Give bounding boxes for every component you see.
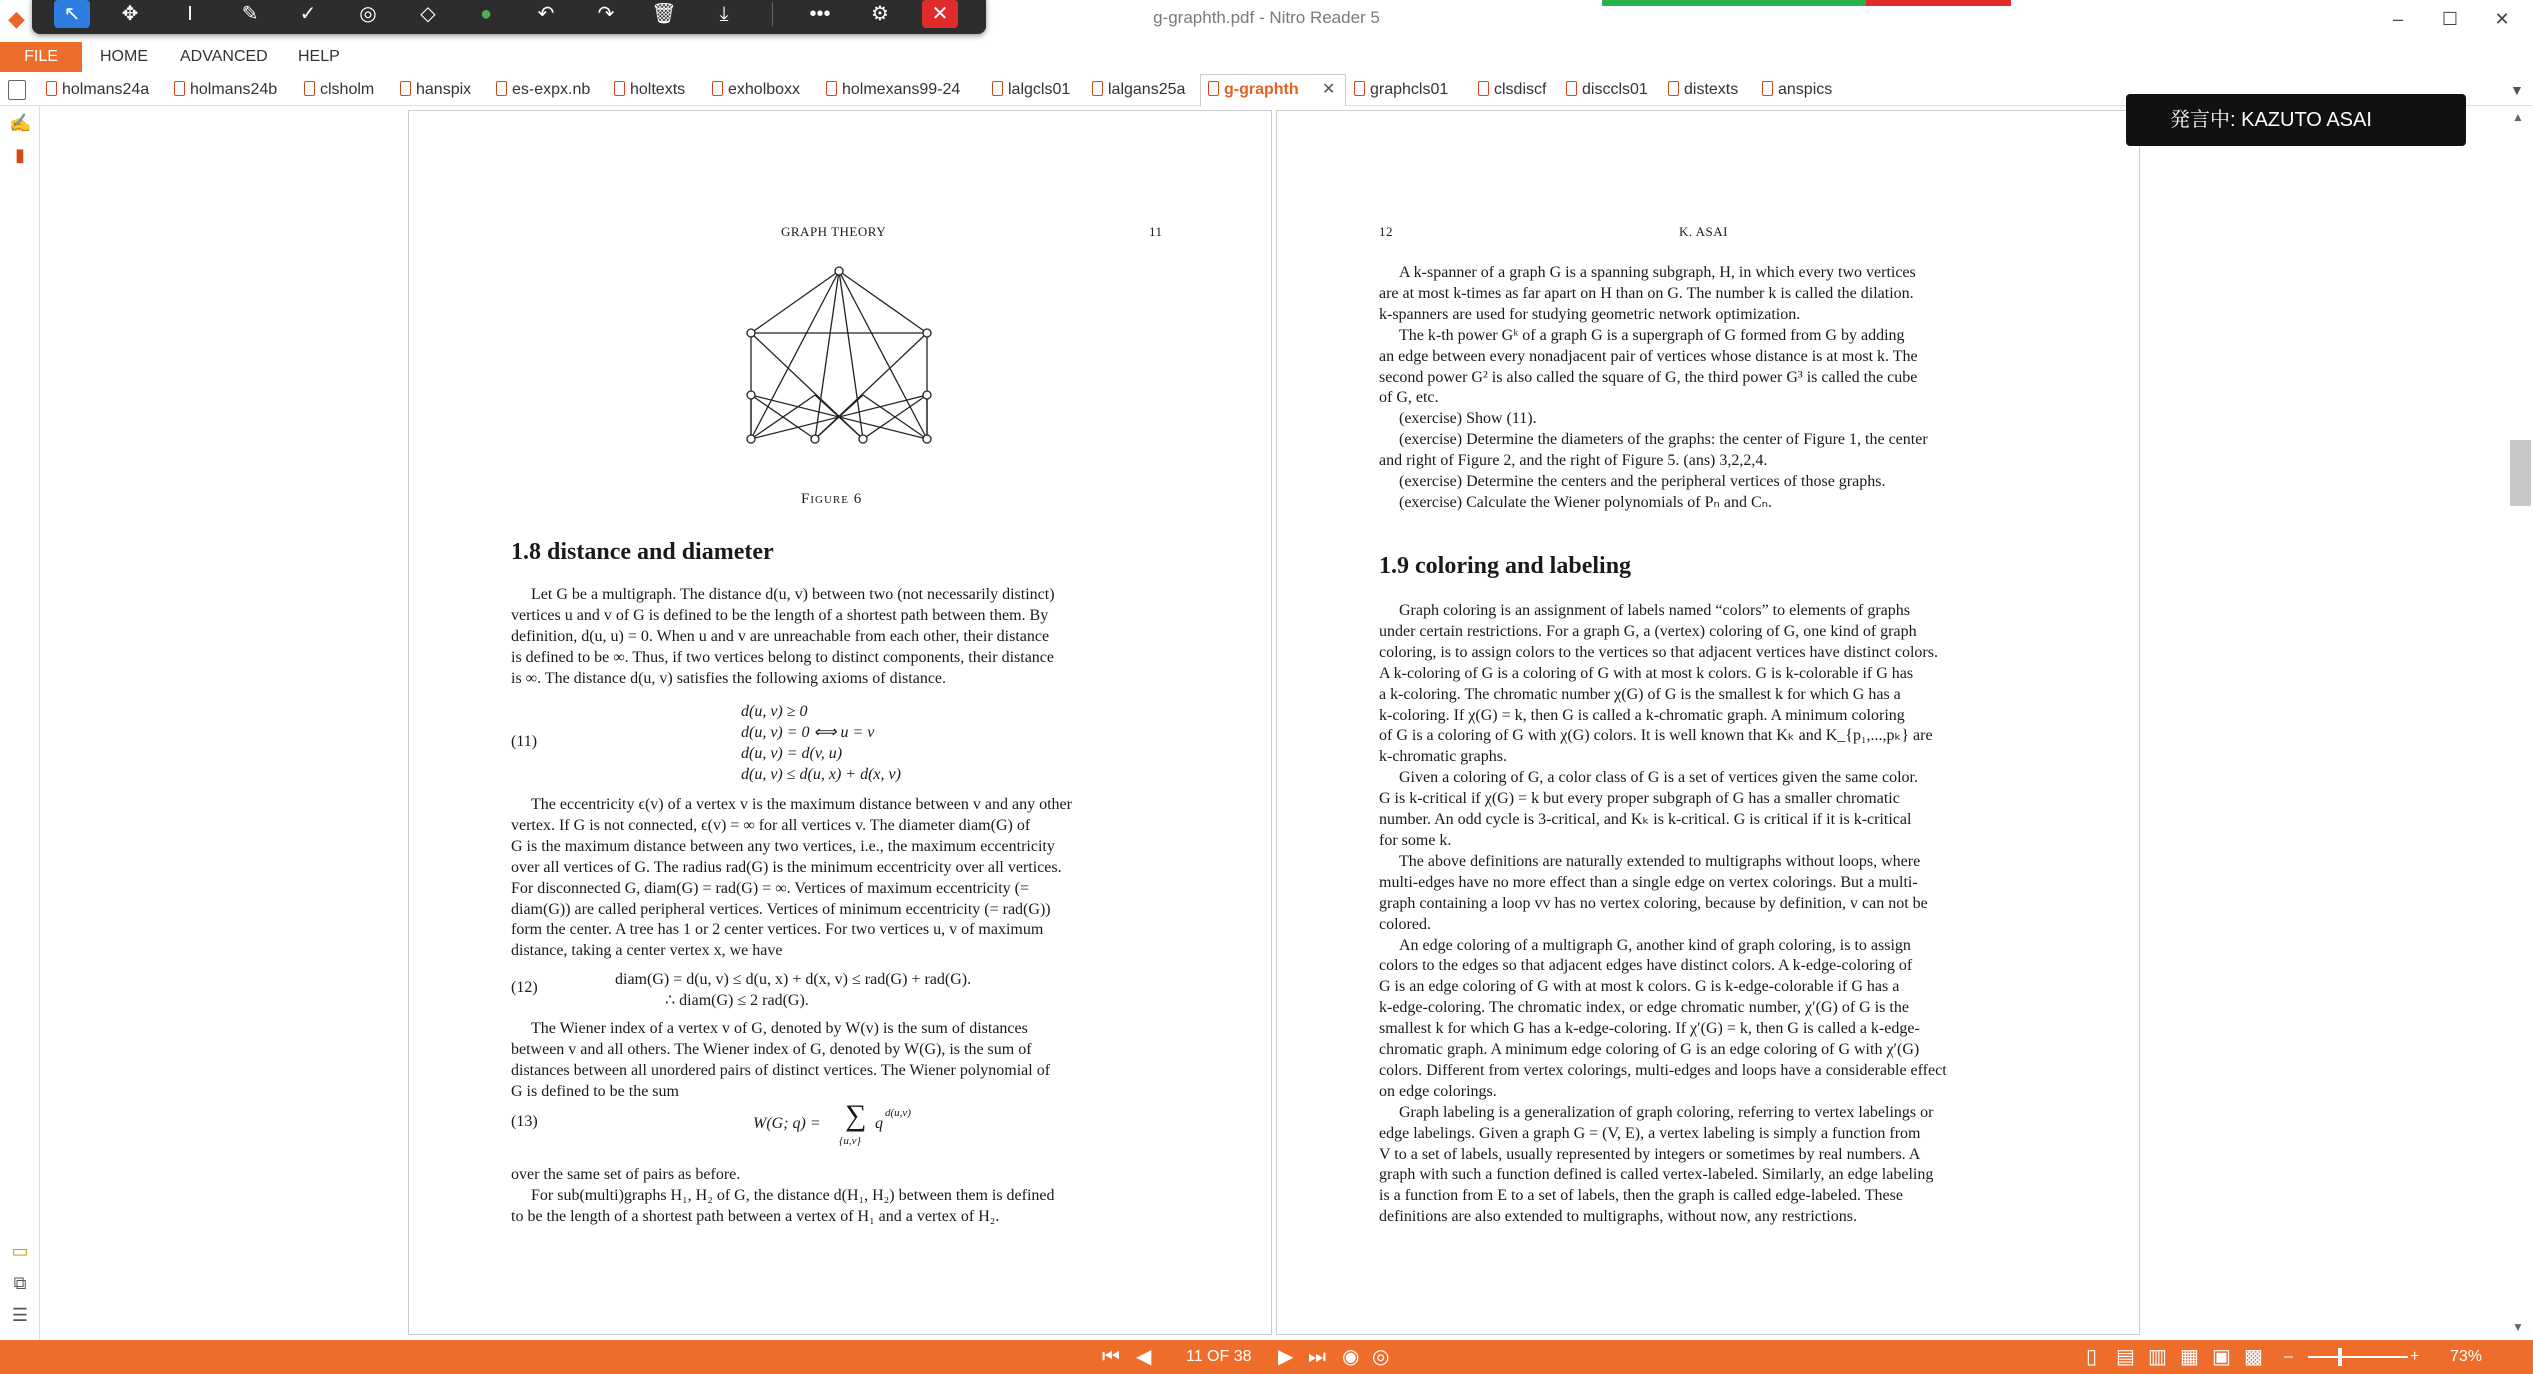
tab-holmans24a[interactable]	[46, 78, 149, 102]
tab-disccls01[interactable]	[1566, 78, 1648, 102]
tab-overflow-chevron-icon[interactable]: ▼	[2510, 82, 2524, 98]
text-line: for some k.	[1379, 831, 1452, 849]
pdf-file-icon	[1208, 81, 1219, 96]
meeting-indicator-red	[1866, 0, 2011, 6]
tab-label: disccls01	[1582, 81, 1648, 98]
tab-label: g-graphth	[1224, 81, 1299, 98]
reading-mode-icon[interactable]: ▩	[2244, 1346, 2263, 1368]
pdf-file-icon	[992, 81, 1003, 96]
text-line: of G is a coloring of G with χ(G) colors. It is well known that Kₖ and K_{p₁,...,pₖ} are	[1379, 727, 1933, 745]
toolbar-separator	[772, 2, 773, 26]
text-line: An edge coloring of a multigraph G, another kind of graph coloring, is to assign	[1399, 936, 1911, 954]
facing-view-icon[interactable]: ▥	[2148, 1346, 2167, 1368]
pdf-page-11	[408, 110, 1272, 1335]
vertical-scrollbar[interactable]	[2508, 106, 2533, 1340]
pdf-file-icon	[826, 81, 837, 96]
pdf-file-icon	[1566, 81, 1577, 96]
text-line: The eccentricity ϵ(v) of a vertex v is the maximum distance between v and any other	[531, 796, 1072, 813]
text-line: A k-spanner of a graph G is a spanning subgraph, H, in which every two vertices	[1399, 264, 1916, 281]
text-line: Graph labeling is a generalization of graph coloring, referring to vertex labelings or	[1399, 1103, 1934, 1121]
continuous-view-icon[interactable]: ▤	[2116, 1346, 2135, 1368]
text-line: to be the length of a shortest path between a vertex of H₁ and a vertex of H₂.	[511, 1207, 1000, 1225]
maximize-icon[interactable]: ☐	[2441, 9, 2459, 29]
pdf-page-12	[1276, 110, 2140, 1335]
color-picker-icon[interactable]: ●	[479, 3, 493, 25]
text-line: (exercise) Determine the centers and the peripheral vertices of those graphs.	[1399, 473, 1886, 491]
pdf-file-icon	[1354, 81, 1365, 96]
paragraph-wiener	[511, 1019, 1171, 1103]
scrollbar-thumb[interactable]	[2510, 440, 2531, 506]
trash-icon[interactable]: 🗑	[651, 3, 677, 25]
text-line: between v and all others. The Wiener index of G, denoted by W(G), is the sum of	[511, 1040, 1032, 1058]
pdf-file-icon	[496, 81, 507, 96]
text-line: The k-th power Gᵏ of a graph G is a supergraph of G formed from G by adding	[1399, 326, 1905, 344]
tab-holmans24b[interactable]	[174, 78, 277, 102]
text-line: graph with such a function defined is called vertex-labeled. Similarly, an edge labeling	[1379, 1166, 1934, 1184]
tab-label: clsholm	[320, 81, 375, 98]
tab-holtexts[interactable]	[614, 78, 685, 102]
tab-lalgcls01[interactable]	[992, 78, 1070, 102]
page-number: 11	[1149, 224, 1163, 239]
user-settings-icon[interactable]: ⚙	[871, 3, 889, 25]
eq-line: diam(G) = d(u, v) ≤ d(u, x) + d(x, v) ≤ rad(G) + rad(G).	[615, 971, 972, 988]
text-line: The Wiener index of a vertex v of G, denoted by W(v) is the sum of distances	[531, 1020, 1028, 1037]
tab-label: distexts	[1684, 81, 1739, 98]
page-indicator[interactable]: 11 OF 38	[1186, 1348, 1252, 1365]
text-line: is ∞. The distance d(u, v) satisfies the following axioms of distance.	[511, 669, 947, 687]
text-line: colors. Different from vertex colorings, multi-edges and loops have a considerable effect	[1379, 1061, 1947, 1079]
annotation-toolbar	[32, 0, 986, 34]
text-line: on edge colorings.	[1379, 1082, 1497, 1100]
page-panel-icon[interactable]	[8, 80, 26, 100]
section-heading: 1.9 coloring and labeling	[1379, 553, 1632, 579]
full-screen-icon[interactable]: ▣	[2212, 1346, 2231, 1368]
close-window-icon[interactable]: ✕	[2494, 9, 2510, 29]
paragraph-eccentricity	[511, 795, 1171, 962]
zoom-out-icon[interactable]: –	[2284, 1348, 2293, 1365]
move-tool-icon[interactable]: ✥	[121, 3, 139, 25]
tab-holmexans99-24[interactable]	[826, 78, 960, 102]
menu-advanced[interactable]: ADVANCED	[180, 48, 268, 65]
tab-label: lalgcls01	[1008, 81, 1071, 98]
tab-label: holmexans99-24	[842, 81, 961, 98]
pdf-file-icon	[304, 81, 315, 96]
text-line: is defined to be ∞. Thus, if two vertices belong to distinct components, their distance	[511, 648, 1054, 666]
text-line: G is the maximum distance between any two vertices, i.e., the maximum eccentricity	[511, 837, 1055, 855]
equation-13-term: q	[875, 1115, 883, 1132]
text-line: (exercise) Determine the diameters of the graphs: the center of Figure 1, the center	[1399, 431, 1928, 449]
text-line: A k-coloring of G is a coloring of G with at most k colors. G is k-colorable if G has	[1379, 664, 1914, 682]
eq-line: d(u, v) = d(v, u)	[741, 745, 843, 762]
tab-label: anspics	[1778, 81, 1833, 98]
pdf-file-icon	[1092, 81, 1103, 96]
layers-panel-icon[interactable]: ☰	[11, 1305, 29, 1325]
checkmark-icon[interactable]: ✓	[299, 3, 317, 25]
more-icon[interactable]: •••	[809, 3, 831, 25]
pdf-file-icon	[1762, 81, 1773, 96]
equation-13-lhs: W(G; q) =	[753, 1115, 821, 1132]
text-line: over the same set of pairs as before.	[511, 1166, 741, 1183]
figure-caption: Figure 6	[801, 491, 863, 507]
download-icon[interactable]: ⤓	[719, 3, 729, 25]
text-line: form the center. A tree has 1 or 2 center vertices. For two vertices u, v of maximum	[511, 921, 1044, 939]
page-number: 12	[1379, 224, 1393, 239]
menu-file[interactable]: FILE	[0, 42, 82, 72]
text-line: distance, taking a center vertex x, we have	[511, 942, 783, 960]
text-line: is a function from E to a set of labels, then the graph is called edge-labeled. These	[1379, 1187, 1903, 1205]
text-line: smallest k for which G has a k-edge-coloring. If χ′(G) = k, then G is called a k-edge-	[1379, 1020, 1920, 1038]
pdf-file-icon	[46, 81, 57, 96]
bookmark-panel-icon[interactable]: ▮	[15, 145, 25, 165]
tab-graphcls01[interactable]	[1354, 78, 1448, 102]
speaking-indicator: 発言中: KAZUTO ASAI	[2126, 94, 2466, 146]
facing-continuous-view-icon[interactable]: ▦	[2180, 1346, 2199, 1368]
pdf-file-icon	[1478, 81, 1489, 96]
text-line: of G, etc.	[1379, 389, 1439, 407]
section-heading: 1.8 distance and diameter	[511, 539, 774, 565]
next-page-icon[interactable]: ▶	[1278, 1346, 1294, 1368]
text-line: For disconnected G, diam(G) = rad(G) = ∞. Vertices of maximum eccentricity (=	[511, 879, 1030, 897]
signature-panel-icon[interactable]: ✍	[9, 113, 32, 133]
previous-page-icon[interactable]: ◀	[1136, 1346, 1152, 1368]
pdf-file-icon	[1668, 81, 1679, 96]
equation-number: (11)	[511, 733, 538, 750]
running-head: GRAPH THEORY	[781, 224, 887, 239]
text-line: and right of Figure 2, and the right of Figure 5. (ans) 3,2,2,4.	[1379, 452, 1768, 470]
paragraph-subgraph	[511, 1165, 1171, 1228]
text-line: over all vertices of G. The radius rad(G) is the minimum eccentricity over all vertices.	[511, 858, 1062, 876]
eq-line: d(u, v) ≥ 0	[741, 703, 808, 720]
pdf-file-icon	[400, 81, 411, 96]
eq-line: ∴ diam(G) ≤ 2 rad(G).	[665, 992, 809, 1009]
attachments-panel-icon[interactable]: ⧉	[13, 1273, 27, 1293]
text-line: a k-coloring. The chromatic number χ(G) of G is the smallest k for which G has a	[1379, 685, 1901, 703]
tab-label: exholboxx	[728, 81, 801, 98]
text-line: are at most k-times as far apart on H than on G. The number k is called the dilation.	[1379, 284, 1914, 302]
minimize-icon[interactable]: –	[2392, 9, 2403, 29]
tab-label: clsdiscf	[1494, 81, 1547, 98]
paragraph-spanner	[1379, 263, 2039, 514]
back-view-icon[interactable]: ◉	[1342, 1346, 1360, 1368]
text-line: vertices u and v of G is defined to be the length of a shortest path between them. By	[511, 606, 1049, 624]
text-line: k-coloring. If χ(G) = k, then G is called a k-chromatic graph. A minimum coloring	[1379, 706, 1905, 724]
text-line: k-spanners are used for studying geometric network optimization.	[1379, 305, 1801, 323]
equation-number: (13)	[511, 1113, 538, 1130]
text-line: Given a coloring of G, a color class of G is a set of vertices given the same color.	[1399, 769, 1918, 787]
pdf-file-icon	[712, 81, 723, 96]
undo-icon[interactable]: ↶	[537, 3, 555, 25]
text-line: diam(G)) are called peripheral vertices. Vertices of minimum eccentricity (= rad(G))	[511, 900, 1051, 918]
tab-label: lalgans25a	[1108, 81, 1186, 98]
text-line: Let G be a multigraph. The distance d(u, v) between two (not necessarily distinct)	[531, 586, 1055, 603]
text-line: coloring, is to assign colors to the vertices so that adjacent vertices have distinct colors.	[1379, 643, 1938, 661]
sum-symbol: ∑	[845, 1099, 867, 1132]
tab-es-expx[interactable]	[496, 78, 590, 102]
last-page-icon[interactable]: ⏭	[1308, 1346, 1326, 1368]
tab-label: holtexts	[630, 81, 686, 98]
text-line: For sub(multi)graphs H₁, H₂ of G, the distance d(H₁, H₂) between them is defined	[531, 1186, 1055, 1204]
equation-13-exponent: d(u,v)	[885, 1107, 911, 1119]
text-line: k-chromatic graphs.	[1379, 748, 1507, 766]
text-line: number. An odd cycle is 3-critical, and Kₖ is k-critical. G is critical if it is k-critical	[1379, 811, 1912, 829]
equation-12	[615, 969, 971, 1011]
forward-view-icon[interactable]: ◎	[1372, 1346, 1390, 1368]
scroll-down-icon[interactable]: ▼	[2512, 1320, 2524, 1334]
figure-6-graph	[739, 261, 939, 461]
pdf-file-icon	[174, 81, 185, 96]
text-line: G is an edge coloring of G with at most k colors. G is k-edge-colorable if G has a	[1379, 978, 1900, 996]
zoom-in-icon[interactable]: +	[2410, 1348, 2420, 1365]
text-line: definitions are also extended to multigraphs, without now, any restrictions.	[1379, 1208, 1857, 1226]
eraser-icon[interactable]: ◇	[420, 3, 436, 25]
equation-11	[741, 701, 901, 785]
paragraph-distance	[511, 585, 1171, 690]
redo-icon[interactable]: ↷	[597, 3, 615, 25]
tab-label: graphcls01	[1370, 81, 1449, 98]
pdf-file-icon	[614, 81, 625, 96]
pen-icon[interactable]: ✎	[241, 3, 259, 25]
tab-anspics[interactable]	[1762, 78, 1832, 102]
text-line: The above definitions are naturally extended to multigraphs without loops, where	[1399, 852, 1921, 870]
tab-exholboxx[interactable]	[712, 78, 800, 102]
tab-clsdiscf[interactable]	[1478, 78, 1546, 102]
tab-label: holmans24a	[62, 81, 150, 98]
menu-help[interactable]: HELP	[298, 48, 340, 65]
tab-lalgans25a[interactable]	[1092, 78, 1185, 102]
zoom-level[interactable]: 73%	[2450, 1348, 2483, 1365]
text-line: multi-edges have no more effect than a single edge on vertex colorings. But a multi-	[1379, 873, 1918, 891]
tab-label: holmans24b	[190, 81, 278, 98]
equation-number: (12)	[511, 979, 538, 996]
tab-g-graphth[interactable]	[1208, 78, 1299, 102]
tab-distexts[interactable]	[1668, 78, 1738, 102]
text-line: graph containing a loop vv has no vertex coloring, because by definition, v can not be	[1379, 894, 1928, 912]
left-sidebar	[0, 106, 40, 1340]
tab-hanspix[interactable]	[400, 78, 471, 102]
eq-line: d(u, v) ≤ d(u, x) + d(x, v)	[741, 766, 901, 783]
menu-bar	[0, 42, 2533, 72]
text-line: vertex. If G is not connected, ϵ(v) = ∞ for all vertices v. The diameter diam(G) of	[511, 816, 1031, 834]
close-toolbar-icon[interactable]: ✕	[922, 0, 958, 28]
text-line: definition, d(u, u) = 0. When u and v are unreachable from each other, their distance	[511, 627, 1050, 645]
running-head: K. ASAI	[1679, 224, 1729, 239]
text-line: V to a set of labels, usually represented by integers or sometimes by real numbers. A	[1379, 1145, 1921, 1163]
scroll-up-icon[interactable]: ▲	[2512, 110, 2524, 124]
text-line: colored.	[1379, 915, 1431, 933]
comments-panel-icon[interactable]: ▭	[11, 1241, 29, 1261]
first-page-icon[interactable]: ⏮	[1102, 1346, 1120, 1368]
nitro-logo-icon: ◆	[8, 6, 25, 31]
select-tool-icon[interactable]: ↖	[54, 0, 90, 28]
close-tab-icon[interactable]: ✕	[1322, 81, 1336, 98]
window-title: g-graphth.pdf - Nitro Reader 5	[1153, 8, 1380, 27]
tab-clsholm[interactable]	[304, 78, 374, 102]
text-line: chromatic graph. A minimum edge coloring of G is an edge coloring of G with χ′(G)	[1379, 1041, 1920, 1059]
zoom-slider-track[interactable]	[2308, 1356, 2408, 1358]
menu-home[interactable]: HOME	[100, 48, 148, 65]
tab-label: hanspix	[416, 81, 472, 98]
single-page-view-icon[interactable]: ▯	[2086, 1346, 2098, 1368]
zoom-slider-handle[interactable]	[2338, 1348, 2342, 1366]
text-line: (exercise) Show (11).	[1399, 410, 1537, 428]
text-line: distances between all unordered pairs of distinct vertices. The Wiener polynomial of	[511, 1061, 1051, 1079]
text-line: G is defined to be the sum	[511, 1082, 679, 1100]
text-line: under certain restrictions. For a graph G, a (vertex) coloring of G, one kind of graph	[1379, 622, 1917, 640]
text-line: edge labelings. Given a graph G = (V, E), a vertex labeling is simply a function from	[1379, 1124, 1921, 1142]
tab-label: es-expx.nb	[512, 81, 591, 98]
stamp-icon[interactable]: ◎	[359, 3, 377, 25]
text-line: an edge between every nonadjacent pair of vertices whose distance is at most k. The	[1379, 347, 1918, 365]
text-line: colors to the edges so that adjacent edges have distinct colors. A k-edge-coloring of	[1379, 957, 1913, 975]
text-line: Graph coloring is an assignment of labels named “colors” to elements of graphs	[1399, 602, 1910, 619]
text-line: (exercise) Calculate the Wiener polynomials of Pₙ and Cₙ.	[1399, 493, 1773, 511]
text-line: k-edge-coloring. The chromatic index, or edge chromatic number, χ′(G) of G is the	[1379, 999, 1909, 1017]
text-line: G is k-critical if χ(G) = k but every proper subgraph of G has a smaller chromatic	[1379, 790, 1900, 808]
sum-subscript: {u,v}	[839, 1135, 861, 1147]
paragraph-coloring	[1379, 601, 2039, 1228]
eq-line: d(u, v) = 0 ⟺ u = v	[741, 724, 875, 741]
text-cursor-icon[interactable]: I	[187, 3, 193, 25]
text-line: second power G² is also called the square of G, the third power G³ is called the cube	[1379, 368, 1918, 386]
